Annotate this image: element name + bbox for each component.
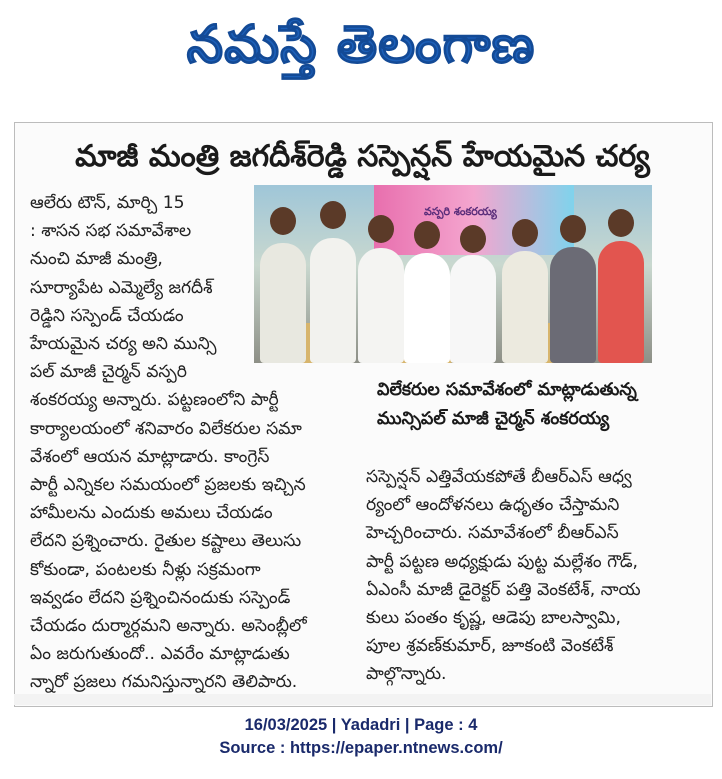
person [550,247,596,363]
person-head [270,207,296,235]
clipping-bottom-strip [14,694,711,705]
article-headline: మాజీ మంత్రి జగదీశ్‌రెడ్డి సస్పెన్షన్ హేయమైన చర్య [75,139,650,174]
article-body-left: ఆలేరు టౌన్, మార్చి 15 : శాసన సభ సమావేశాల నుంచి మాజీ మంత్రి, సూర్యాపేట ఎమ్మెల్యే జగదీశ్ రెడ్డిని సస్పెండ్ చేయడం హేయమైన చర్య అని మున్సి పల్ మాజీ చైర్మన్ వస్పరి శంకరయ్య అన్నారు. పట్టణంలోని పార్టీ కార్యాలయంలో శనివారం విలేకరుల సమా వేశంలో ఆయన మాట్లాడారు. కాంగ్రెస్ పార్టీ ఎన్నికల సమయంలో ప్రజలకు ఇచ్చిన హామీలను ఎందుకు అమలు చేయడం లేదని ప్రశ్నించారు. రైతుల కష్టాలు తెలుసు కోకుండా, పంటలకు నీళ్లు సక్రమంగా ఇవ్వడం లేదని ప్రశ్నించినందుకు సస్పెండ్ చేయడం దుర్మార్గమని అన్నారు. అసెంబ్లీలో ఏం జరుగుతుందో.. ఎవరేం మాట్లాడుతు న్నారో ప్రజలు గమనిస్తున్నారని తెలిపారు. [30,193,307,693]
article-body-right: సస్పెన్షన్ ఎత్తివేయకపోతే బీఆర్ఎస్ ఆధ్వ ర్యంలో ఆందోళనలు ఉధృతం చేస్తామని హెచ్చరించారు. సమావేశంలో బీఆర్ఎస్ పార్టీ పట్టణ అధ్యక్షుడు పుట్ట మల్లేశం గౌడ్, ఏఎంసీ మాజీ డైరెక్టర్ పత్తి వెంకటేశ్, నాయ కులు పంతం కృష్ణ, ఆడెపు బాలస్వామి, పూల శ్రవణ్‌కుమార్, జూకంటి వెంకటేశ్ పాల్గొన్నారు. [366,467,641,685]
masthead [0,0,722,100]
article-photo [254,185,652,363]
person [404,253,450,363]
person-head [414,221,440,249]
person [502,251,548,363]
person [450,255,496,363]
photo-caption: విలేకరుల సమావేశంలో మాట్లాడుతున్న మున్సిపల్ మాజీ చైర్మన్ శంకరయ్య [377,380,637,429]
person-head [320,201,346,229]
person-head [460,225,486,253]
person-head [560,215,586,243]
newspaper-title: నమస్తే తెలంగాణ [186,15,536,75]
person [260,243,306,363]
person [310,238,356,363]
footer-date-edition: 16/03/2025 | Yadadri | Page : 4 [244,716,478,734]
person-head [512,219,538,247]
footer-source: Source : https://epaper.ntnews.com/ [219,739,503,757]
footer [0,714,722,760]
photo-banner-text: వస్పరి శంకరయ్య [424,205,497,218]
person [598,241,644,363]
person [358,248,404,363]
person-head [608,209,634,237]
person-head [368,215,394,243]
